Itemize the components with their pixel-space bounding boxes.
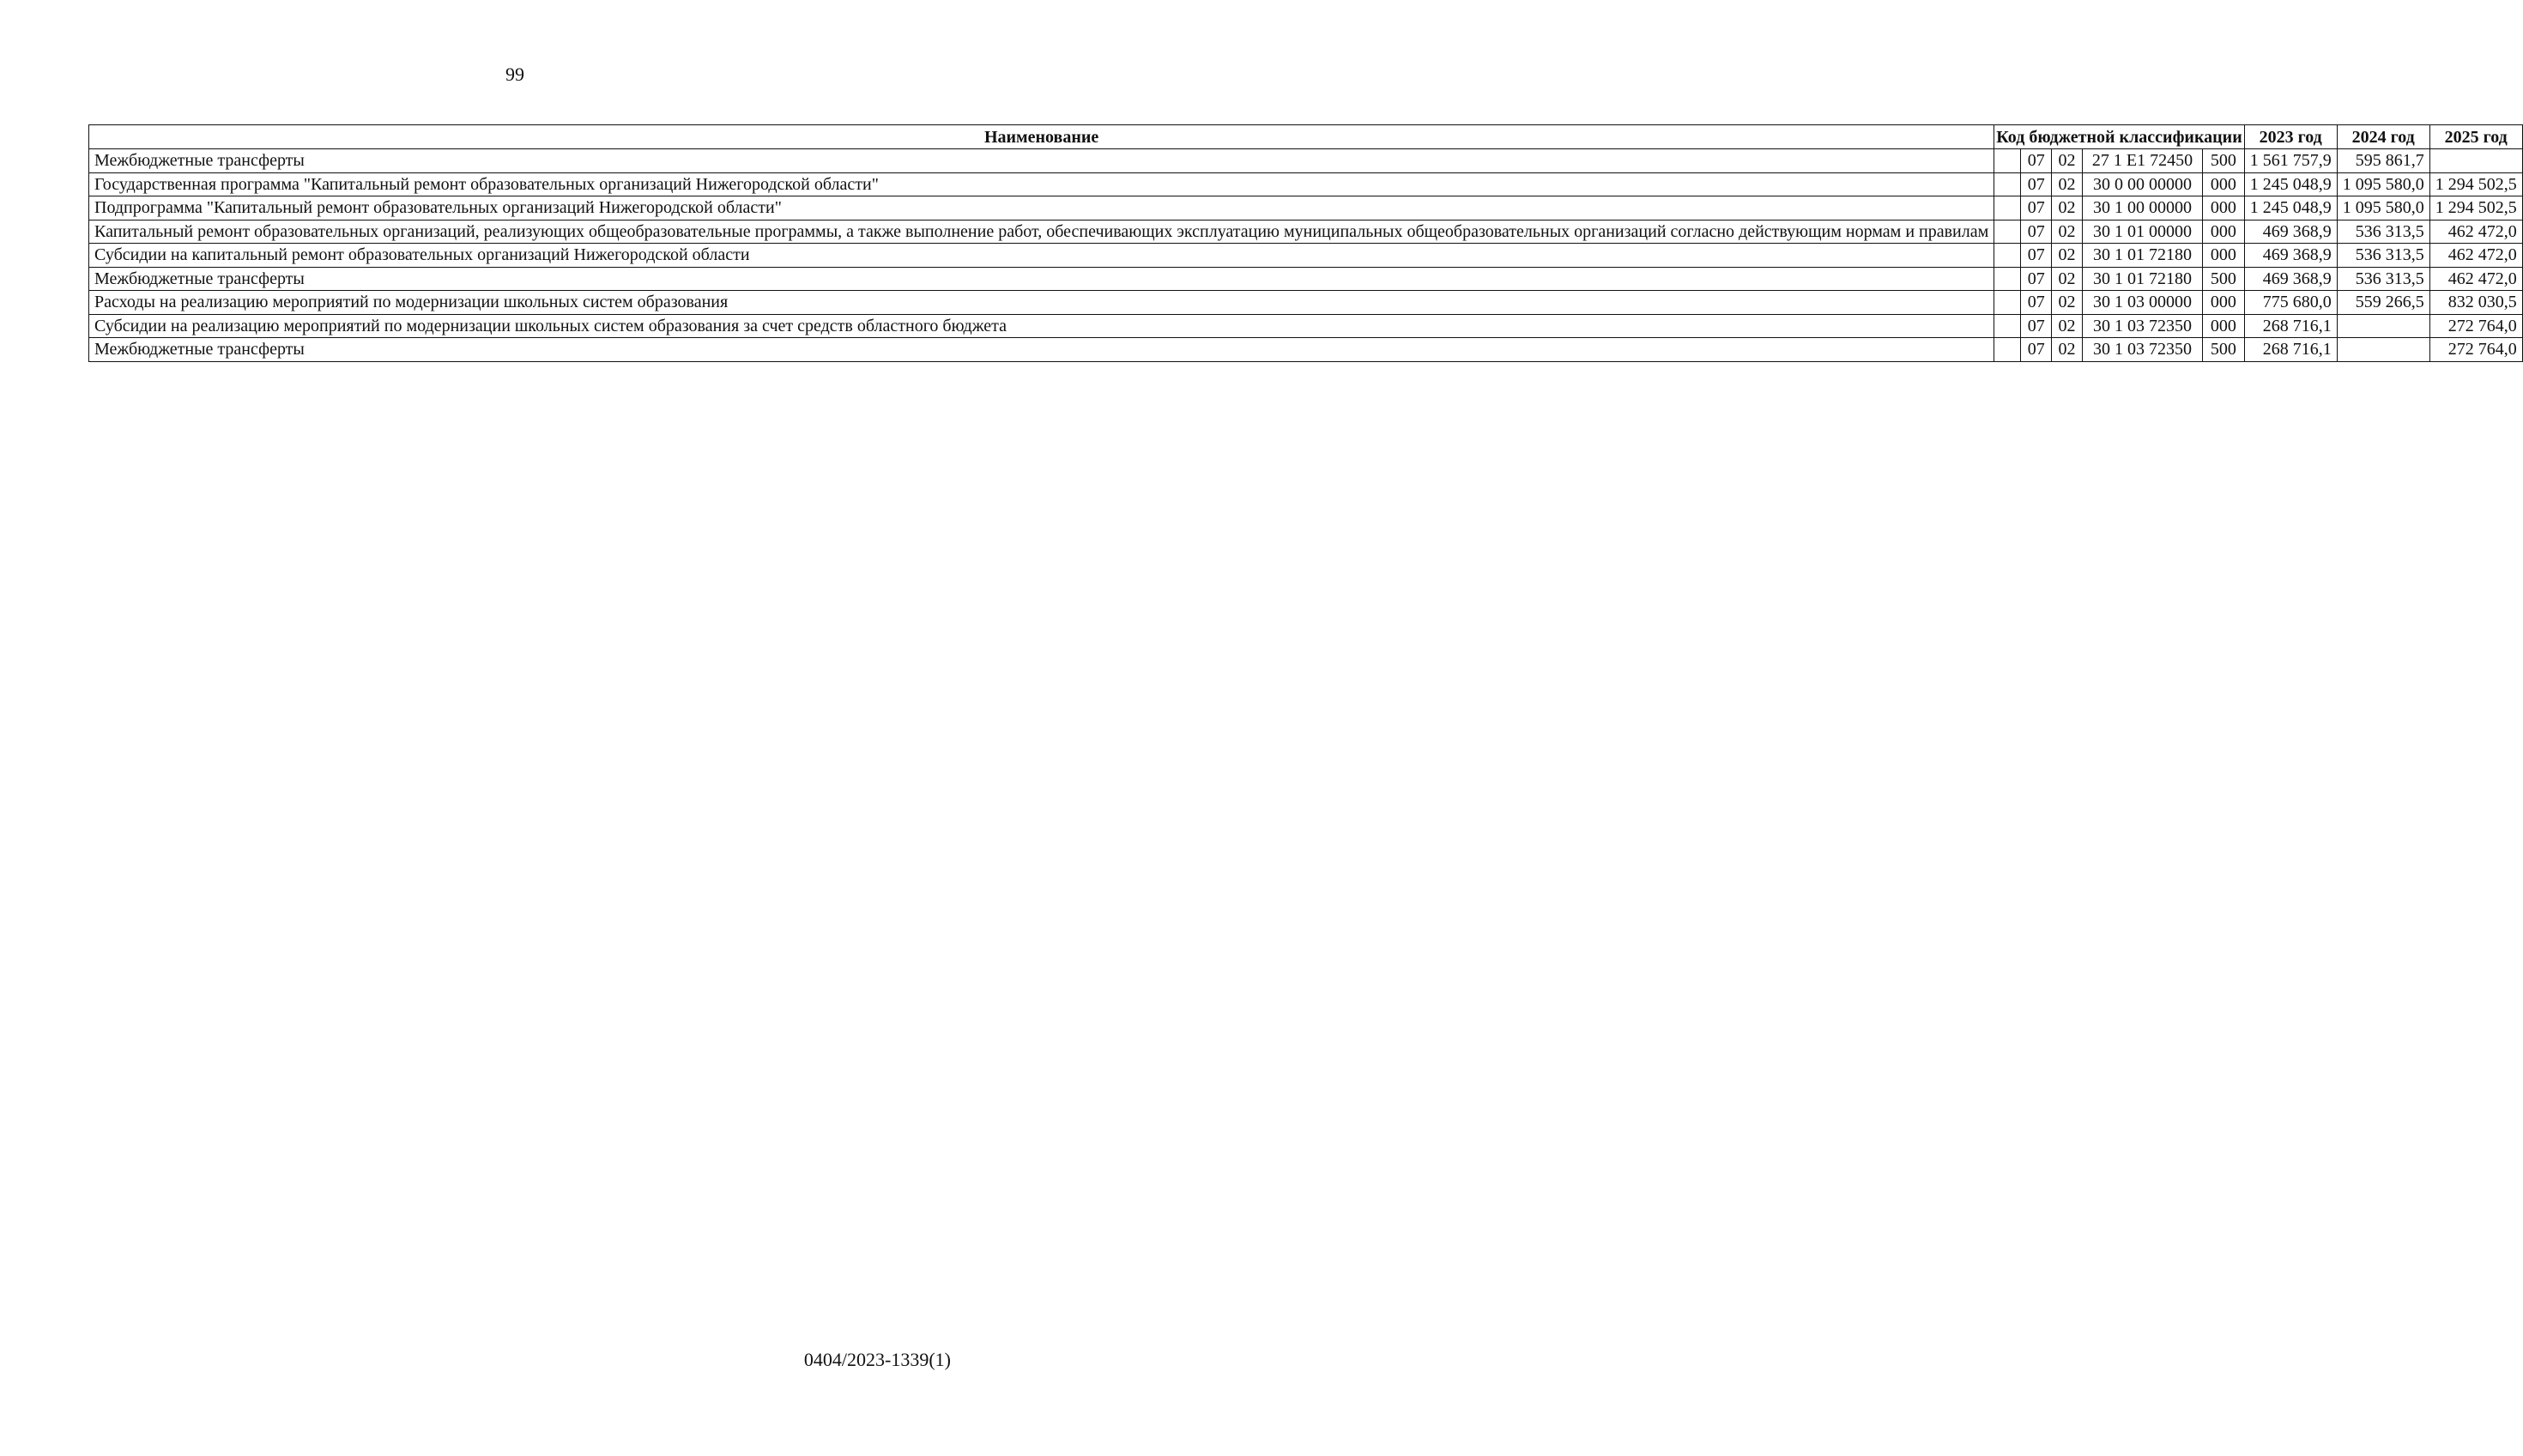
row-name: Капитальный ремонт образовательных организаций, реализующих общеобразовательные программы, а также выполнение работ, обеспечивающих эксплуатацию муниципальных общеобразовательных организаций согласно действующим нормам и правилам	[89, 220, 1994, 244]
code-subsection: 02	[2052, 291, 2083, 315]
value-2024: 1 095 580,0	[2337, 196, 2429, 221]
header-2024: 2024 год	[2337, 125, 2429, 149]
code-subsection: 02	[2052, 196, 2083, 221]
table-row	[89, 244, 2523, 268]
code-target-article: 30 1 01 72180	[2082, 267, 2202, 291]
code-subsection: 02	[2052, 244, 2083, 268]
table-row	[89, 314, 2523, 338]
code-part-1	[1994, 338, 2021, 362]
value-2025: 1 294 502,5	[2429, 196, 2522, 221]
code-target-article: 30 1 03 72350	[2082, 314, 2202, 338]
value-2025: 1 294 502,5	[2429, 172, 2522, 196]
code-expense-type: 000	[2203, 291, 2245, 315]
code-part-1	[1994, 244, 2021, 268]
value-2023: 1 245 048,9	[2244, 172, 2337, 196]
code-expense-type: 000	[2203, 314, 2245, 338]
value-2023: 469 368,9	[2244, 220, 2337, 244]
code-part-1	[1994, 220, 2021, 244]
code-subsection: 02	[2052, 172, 2083, 196]
code-part-1	[1994, 172, 2021, 196]
value-2023: 1 245 048,9	[2244, 196, 2337, 221]
value-2025: 462 472,0	[2429, 244, 2522, 268]
value-2023: 1 561 757,9	[2244, 149, 2337, 173]
value-2025: 832 030,5	[2429, 291, 2522, 315]
code-expense-type: 500	[2203, 267, 2245, 291]
value-2025	[2429, 149, 2522, 173]
code-target-article: 27 1 E1 72450	[2082, 149, 2202, 173]
page-number: 99	[505, 63, 524, 85]
code-target-article: 30 1 03 00000	[2082, 291, 2202, 315]
code-expense-type: 000	[2203, 220, 2245, 244]
value-2024: 536 313,5	[2337, 244, 2429, 268]
code-section: 07	[2021, 149, 2052, 173]
code-target-article: 30 1 03 72350	[2082, 338, 2202, 362]
code-part-1	[1994, 267, 2021, 291]
budget-table	[88, 124, 2523, 362]
table-row	[89, 291, 2523, 315]
code-part-1	[1994, 314, 2021, 338]
value-2024: 536 313,5	[2337, 267, 2429, 291]
code-part-1	[1994, 196, 2021, 221]
code-section: 07	[2021, 172, 2052, 196]
value-2024: 595 861,7	[2337, 149, 2429, 173]
code-section: 07	[2021, 314, 2052, 338]
code-section: 07	[2021, 291, 2052, 315]
value-2024	[2337, 314, 2429, 338]
table-row	[89, 172, 2523, 196]
value-2023: 775 680,0	[2244, 291, 2337, 315]
code-target-article: 30 0 00 00000	[2082, 172, 2202, 196]
value-2024: 536 313,5	[2337, 220, 2429, 244]
code-subsection: 02	[2052, 267, 2083, 291]
code-part-1	[1994, 291, 2021, 315]
code-expense-type: 000	[2203, 196, 2245, 221]
header-code: Код бюджетной классификации	[1994, 125, 2244, 149]
code-subsection: 02	[2052, 149, 2083, 173]
row-name: Подпрограмма "Капитальный ремонт образовательных организаций Нижегородской области"	[89, 196, 1994, 221]
value-2025: 272 764,0	[2429, 338, 2522, 362]
code-section: 07	[2021, 220, 2052, 244]
table-row	[89, 338, 2523, 362]
value-2024: 559 266,5	[2337, 291, 2429, 315]
code-expense-type: 500	[2203, 149, 2245, 173]
value-2023: 268 716,1	[2244, 338, 2337, 362]
row-name: Государственная программа "Капитальный ремонт образовательных организаций Нижегородской области"	[89, 172, 1994, 196]
code-expense-type: 500	[2203, 338, 2245, 362]
value-2025: 462 472,0	[2429, 220, 2522, 244]
value-2023: 469 368,9	[2244, 244, 2337, 268]
header-2025: 2025 год	[2429, 125, 2522, 149]
code-target-article: 30 1 01 00000	[2082, 220, 2202, 244]
code-subsection: 02	[2052, 314, 2083, 338]
value-2025: 272 764,0	[2429, 314, 2522, 338]
row-name: Межбюджетные трансферты	[89, 338, 1994, 362]
value-2023: 268 716,1	[2244, 314, 2337, 338]
code-target-article: 30 1 01 72180	[2082, 244, 2202, 268]
code-expense-type: 000	[2203, 244, 2245, 268]
code-section: 07	[2021, 267, 2052, 291]
header-name: Наименование	[89, 125, 1994, 149]
code-section: 07	[2021, 338, 2052, 362]
table-header-row	[89, 125, 2523, 149]
value-2024	[2337, 338, 2429, 362]
row-name: Межбюджетные трансферты	[89, 267, 1994, 291]
row-name: Субсидии на реализацию мероприятий по модернизации школьных систем образования за счет средств областного бюджета	[89, 314, 1994, 338]
document-code: 0404/2023-1339(1)	[803, 1349, 951, 1370]
table-row	[89, 196, 2523, 221]
code-subsection: 02	[2052, 220, 2083, 244]
code-section: 07	[2021, 196, 2052, 221]
code-part-1	[1994, 149, 2021, 173]
code-section: 07	[2021, 244, 2052, 268]
code-expense-type: 000	[2203, 172, 2245, 196]
table-row	[89, 149, 2523, 173]
value-2025: 462 472,0	[2429, 267, 2522, 291]
table-row	[89, 267, 2523, 291]
value-2023: 469 368,9	[2244, 267, 2337, 291]
code-target-article: 30 1 00 00000	[2082, 196, 2202, 221]
value-2024: 1 095 580,0	[2337, 172, 2429, 196]
code-subsection: 02	[2052, 338, 2083, 362]
table-row	[89, 220, 2523, 244]
row-name: Межбюджетные трансферты	[89, 149, 1994, 173]
row-name: Расходы на реализацию мероприятий по модернизации школьных систем образования	[89, 291, 1994, 315]
row-name: Субсидии на капитальный ремонт образовательных организаций Нижегородской области	[89, 244, 1994, 268]
header-2023: 2023 год	[2244, 125, 2337, 149]
